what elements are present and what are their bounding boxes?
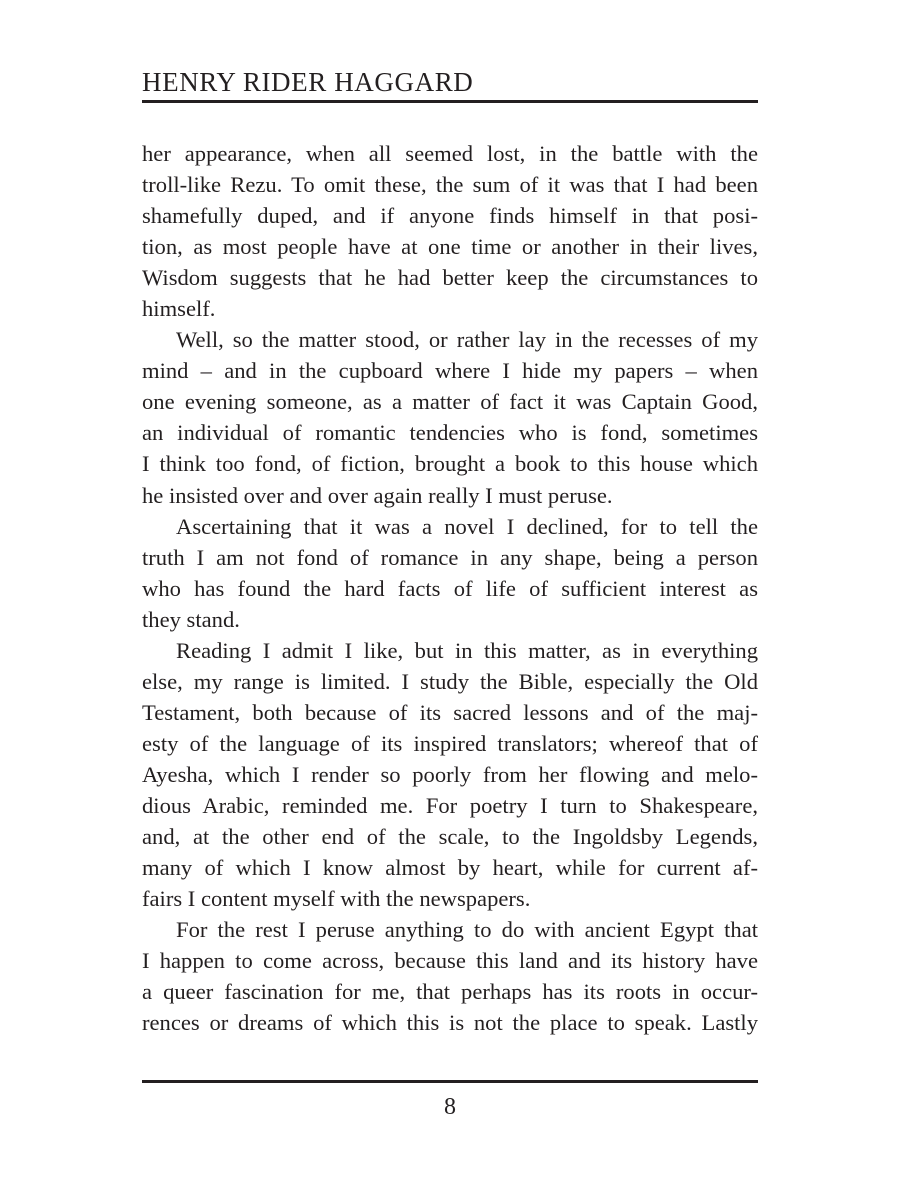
text-line: I happen to come across, because this land and its history have <box>142 948 758 974</box>
text-line: shamefully duped, and if anyone finds himself in that posi- <box>142 203 758 229</box>
text-line: he insisted over and over again really I must peruse. <box>142 482 613 508</box>
body-text <box>142 138 758 1038</box>
text-line: Reading I admit I like, but in this matter, as in everything <box>176 637 758 663</box>
text-line: fairs I content myself with the newspapers. <box>142 886 531 912</box>
text-line: I think too fond, of fiction, brought a book to this house which <box>142 451 758 477</box>
text-line: himself. <box>142 296 216 322</box>
header-rule <box>142 100 758 103</box>
text-line: For the rest I peruse anything to do with ancient Egypt that <box>176 917 758 943</box>
text-line: a queer fascination for me, that perhaps has its roots in occur- <box>142 979 758 1005</box>
text-line: one evening someone, as a matter of fact it was Captain Good, <box>142 389 758 415</box>
text-line: Well, so the matter stood, or rather lay in the recesses of my <box>176 327 758 353</box>
text-line: Wisdom suggests that he had better keep the circumstances to <box>142 265 758 291</box>
text-line: esty of the language of its inspired translators; whereof that of <box>142 730 758 756</box>
text-line: troll-like Rezu. To omit these, the sum of it was that I had been <box>142 172 758 198</box>
text-line: and, at the other end of the scale, to the Ingoldsby Legends, <box>142 824 758 850</box>
running-header-title: HENRY RIDER HAGGARD <box>142 67 474 97</box>
page-number: 8 <box>444 1094 456 1120</box>
text-line: else, my range is limited. I study the Bible, especially the Old <box>142 668 758 694</box>
text-line: many of which I know almost by heart, while for current af- <box>142 855 758 881</box>
text-line: Ayesha, which I render so poorly from her flowing and melo- <box>142 761 758 787</box>
footer-rule <box>142 1080 758 1083</box>
text-line: tion, as most people have at one time or another in their lives, <box>142 234 758 260</box>
text-line: mind – and in the cupboard where I hide my papers – when <box>142 358 758 384</box>
text-line: dious Arabic, reminded me. For poetry I turn to Shakespeare, <box>142 792 758 818</box>
text-line: who has found the hard facts of life of sufficient interest as <box>142 575 758 601</box>
text-line: Testament, both because of its sacred lessons and of the maj- <box>142 699 758 725</box>
text-line: truth I am not fond of romance in any shape, being a person <box>142 544 758 570</box>
text-line: rences or dreams of which this is not the place to speak. Lastly <box>142 1010 758 1036</box>
text-line: her appearance, when all seemed lost, in the battle with the <box>142 141 758 166</box>
text-line: Ascertaining that it was a novel I declined, for to tell the <box>176 513 758 539</box>
text-line: an individual of romantic tendencies who is fond, sometimes <box>142 420 758 446</box>
text-line: they stand. <box>142 606 240 632</box>
